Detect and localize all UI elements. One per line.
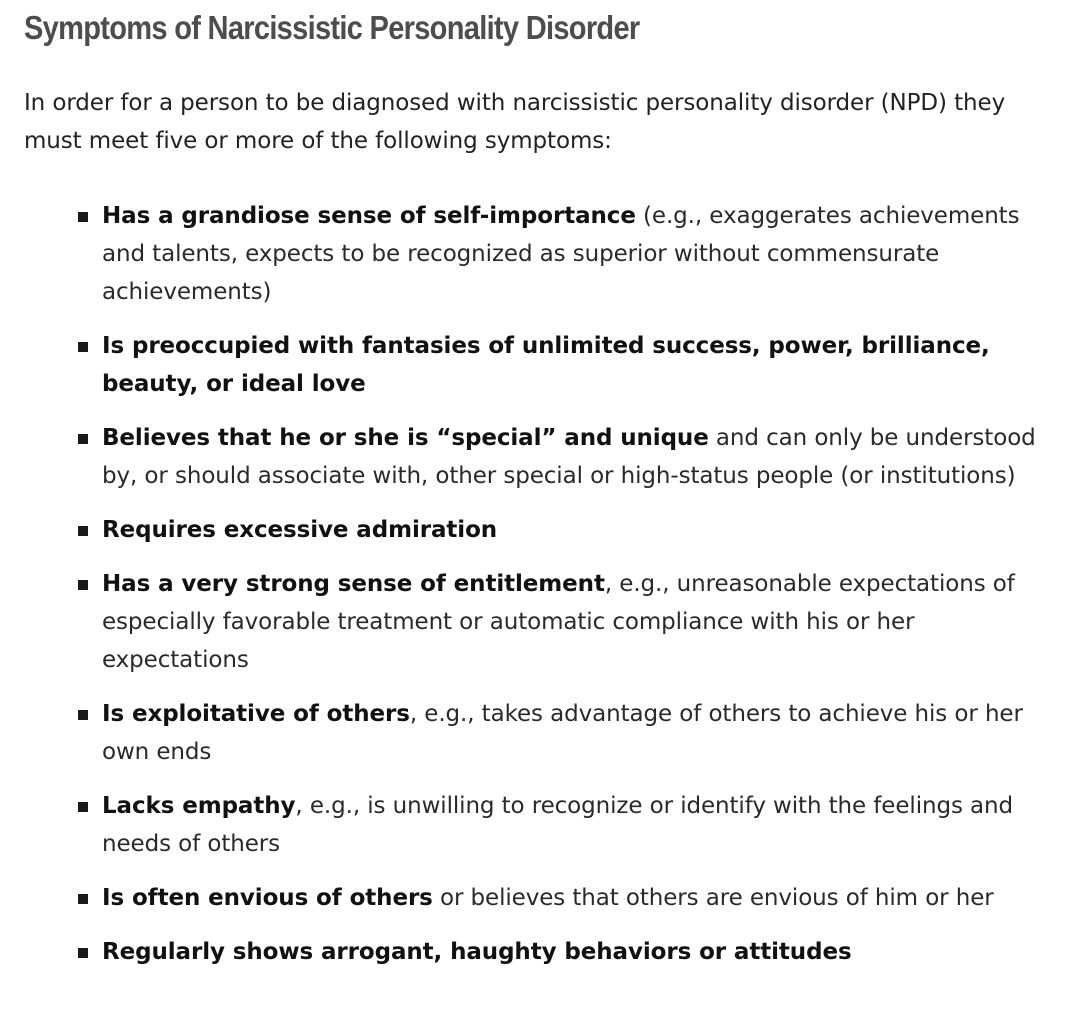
list-item [24,327,1064,403]
square-bullet-icon [78,802,88,812]
symptom-bold-text: Is often envious of others [102,885,433,911]
symptom-detail-text: and can only be understood by, or should associate with, other special or high-status people (or institutions) [102,425,1036,489]
square-bullet-icon [78,894,88,904]
symptom-bold-text: Regularly shows arrogant, haughty behaviors or attitudes [102,939,852,965]
list-item [24,565,1064,679]
symptom-bold-text: Has a grandiose sense of self-importance [102,203,636,229]
symptom-list [24,197,1064,971]
symptom-bold-text: Requires excessive admiration [102,517,498,543]
square-bullet-icon [78,948,88,958]
page-title: Symptoms of Narcissistic Personality Disorder [24,9,640,46]
square-bullet-icon [78,526,88,536]
symptom-bold-text: Is preoccupied with fantasies of unlimited success, power, brilliance, beauty, or ideal love [102,333,990,397]
list-item [24,197,1064,311]
square-bullet-icon [78,580,88,590]
list-item [24,933,1064,971]
square-bullet-icon [78,212,88,222]
symptom-bold-text: Is exploitative of others [102,701,410,727]
square-bullet-icon [78,710,88,720]
symptom-detail-text: , e.g., unreasonable expectations of especially favorable treatment or automatic compliance with his or her expectations [102,571,1015,673]
symptom-detail-text: or believes that others are envious of him or her [432,885,994,911]
symptom-detail-text: (e.g., exaggerates achievements and talents, expects to be recognized as superior without commensurate achievements) [102,203,1020,305]
list-item [24,419,1064,495]
symptom-detail-text: , e.g., is unwilling to recognize or identify with the feelings and needs of others [102,793,1014,857]
symptom-detail-text: , e.g., takes advantage of others to achieve his or her own ends [102,701,1023,765]
article [24,0,1064,987]
list-item [24,787,1064,863]
list-item [24,879,1064,917]
symptom-bold-text: Believes that he or she is “special” and unique [102,425,709,451]
square-bullet-icon [78,342,88,352]
square-bullet-icon [78,434,88,444]
symptom-bold-text: Has a very strong sense of entitlement [102,571,605,597]
symptom-bold-text: Lacks empathy [102,793,296,819]
list-item [24,511,1064,549]
intro-paragraph: In order for a person to be diagnosed with narcissistic personality disorder (NPD) they must meet five or more of the following symptoms: [24,90,1006,154]
list-item [24,695,1064,771]
